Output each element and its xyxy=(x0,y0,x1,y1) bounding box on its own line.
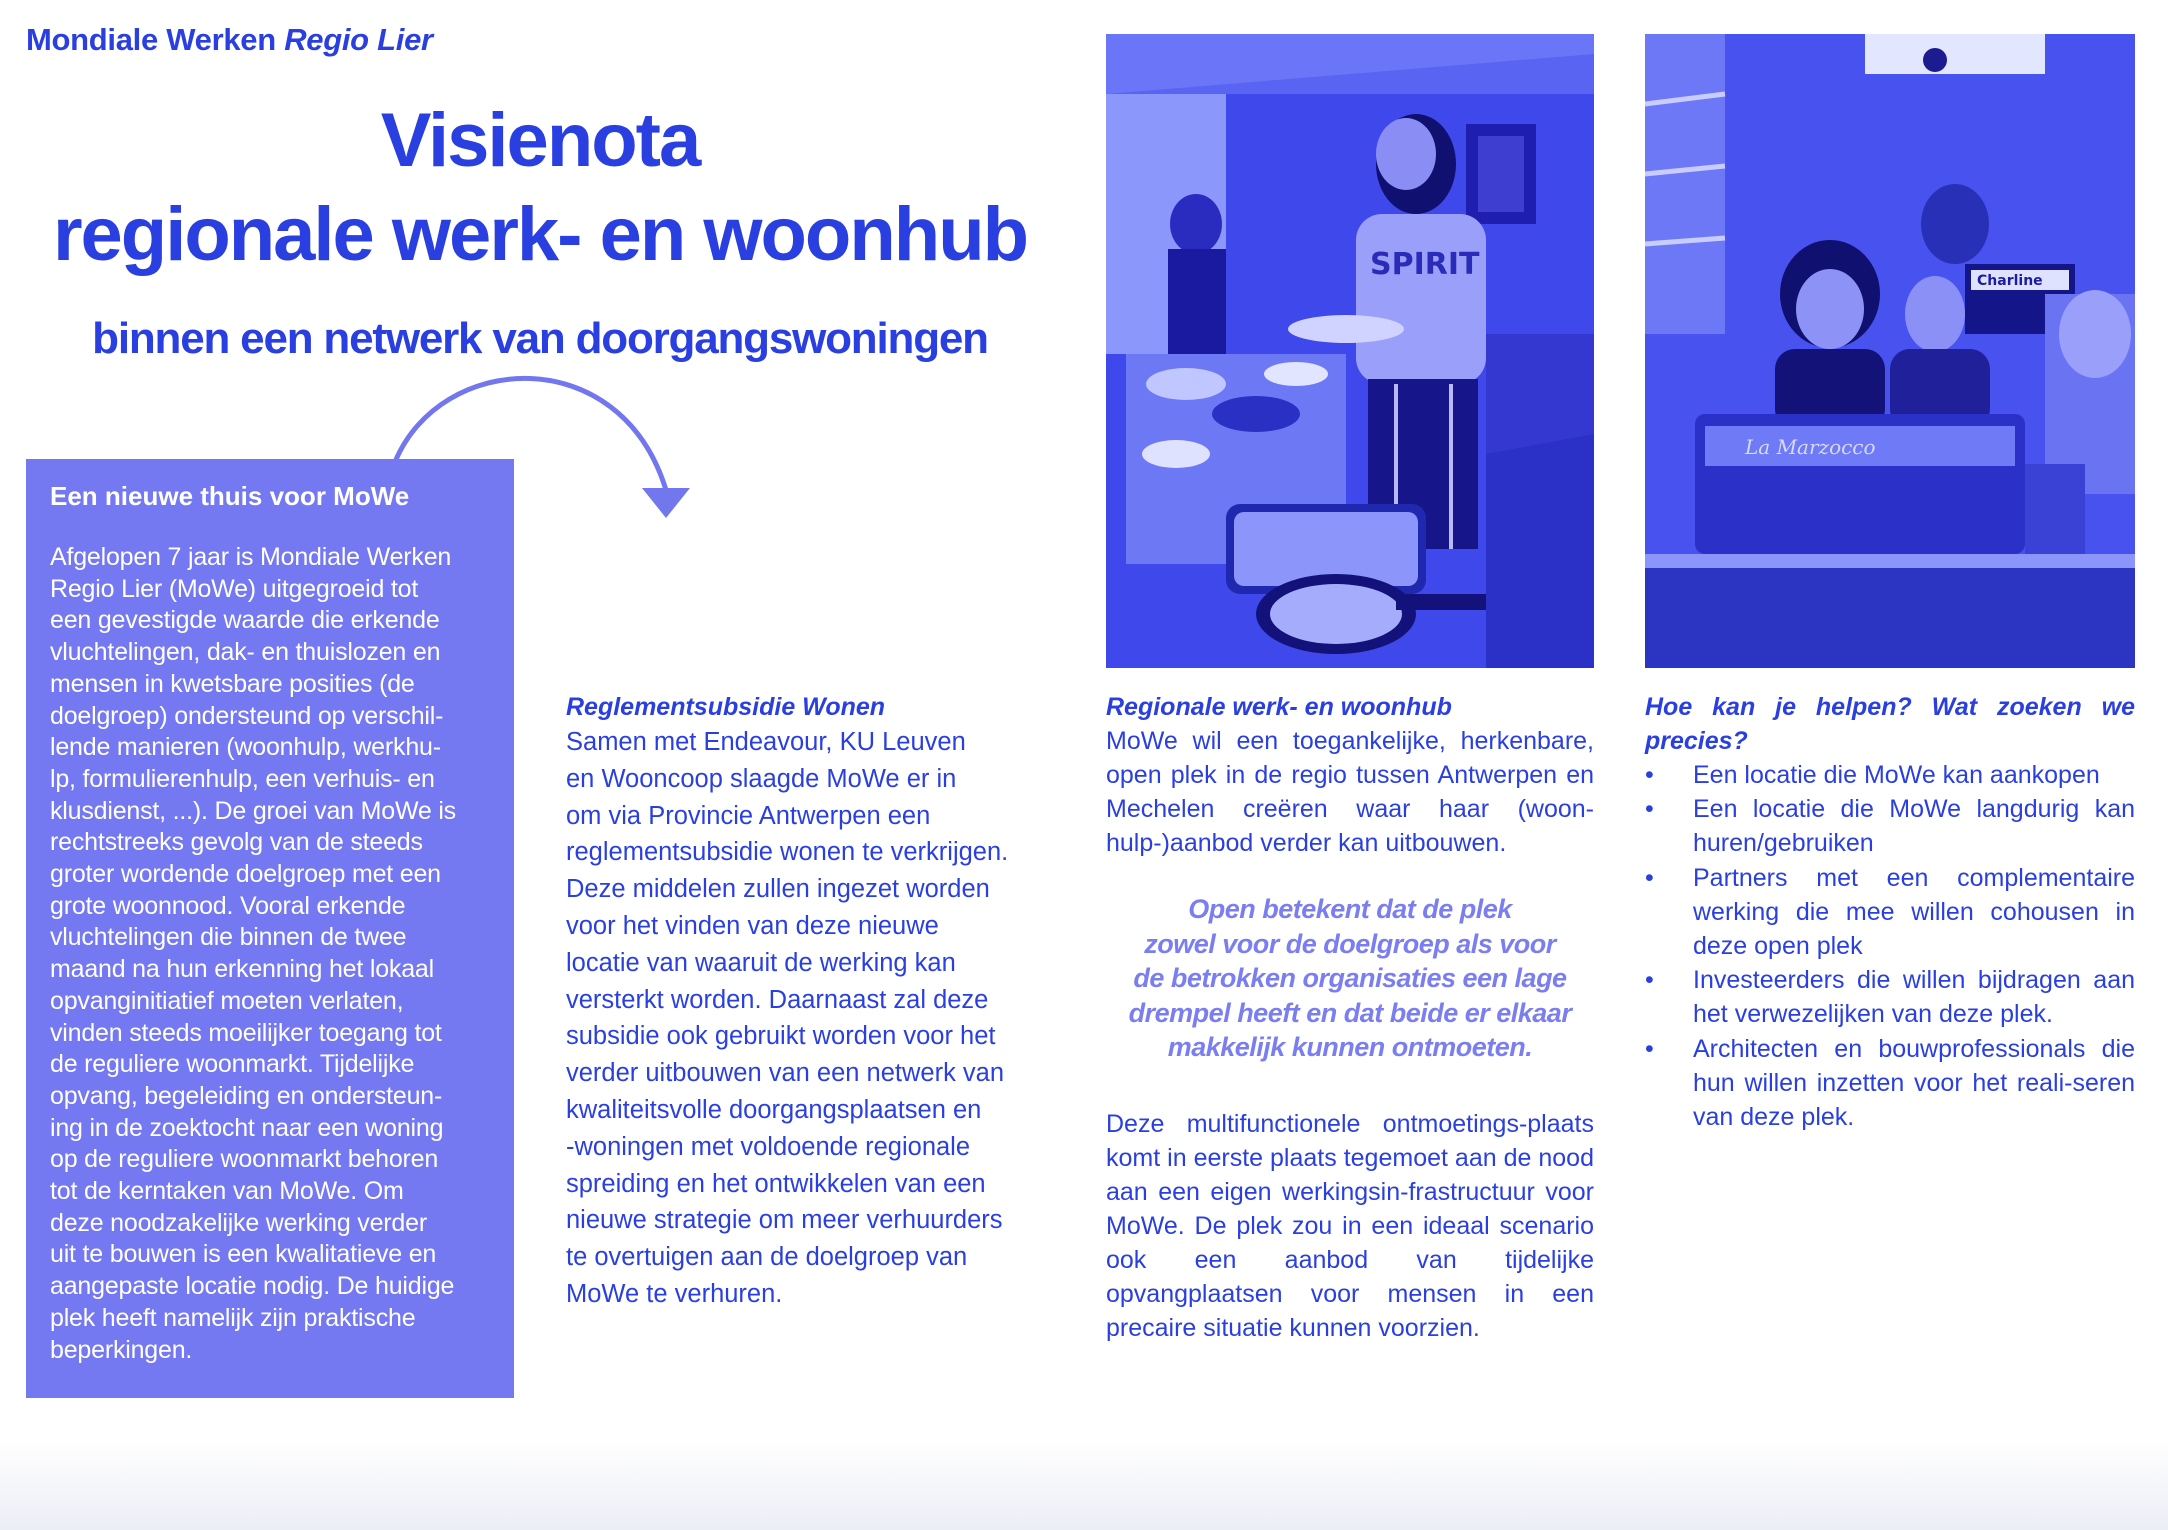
intro-box xyxy=(26,459,514,1398)
intro-text-line: uit te bouwen is een kwalitatieve en xyxy=(50,1240,437,1269)
intro-text-line: opvang, begeleiding en ondersteun- xyxy=(50,1081,443,1110)
subsidy-text-line: Deze middelen zullen ingezet worden xyxy=(566,875,990,904)
subsidy-text-line: subsidie ook gebruikt worden voor het xyxy=(566,1022,996,1051)
help-list-item: • Een locatie die MoWe kan aankopen xyxy=(1645,758,2135,792)
subsidy-text-line: om via Provincie Antwerpen een xyxy=(566,801,931,830)
help-heading: Hoe kan je helpen? Wat zoeken we precies? xyxy=(1645,693,2135,755)
intro-text-line: aangepaste locatie nodig. De huidige xyxy=(50,1272,455,1301)
subsidy-column xyxy=(566,690,1046,1313)
help-list-item: • Partners met een complementaire werking die mee willen cohousen in deze open plek xyxy=(1645,861,2135,964)
subsidy-text-line: locatie van waaruit de werking kan xyxy=(566,948,956,977)
page-subtitle: binnen een netwerk van doorgangswoningen xyxy=(92,314,988,363)
intro-text-line: groter wordende doelgroep met een xyxy=(50,860,441,889)
intro-text-line: ing in de zoektocht naar een woning xyxy=(50,1113,444,1142)
subsidy-text-line: Samen met Endeavour, KU Leuven xyxy=(566,728,966,756)
intro-text-line: Afgelopen 7 jaar is Mondiale Werken xyxy=(50,543,452,571)
intro-text-line: klusdienst, ...). De groei van MoWe is xyxy=(50,796,456,825)
intro-text-line: plek heeft namelijk zijn praktische xyxy=(50,1303,416,1332)
intro-text-line: vinden steeds moeilijker toegang tot xyxy=(50,1018,442,1047)
subsidy-text-line: MoWe te verhuren. xyxy=(566,1279,783,1308)
hub-heading: Regionale werk- en woonhub xyxy=(1106,693,1452,721)
intro-text-line: lende manieren (woonhulp, werkhu- xyxy=(50,733,441,762)
subsidy-text-line: nieuwe strategie om meer verhuurders xyxy=(566,1206,1003,1235)
intro-text-line: maand na hun erkenning het lokaal xyxy=(50,955,434,984)
subsidy-text-line: te overtuigen aan de doelgroep van xyxy=(566,1243,968,1272)
intro-text-line: doelgroep) ondersteund op verschil- xyxy=(50,701,444,730)
help-list-item: • Architecten en bouwprofessionals die hun willen inzetten voor het reali-seren van deze plek. xyxy=(1645,1032,2135,1135)
intro-text xyxy=(50,542,490,1366)
help-list-item: • Een locatie die MoWe langdurig kan huren/gebruiken xyxy=(1645,792,2135,860)
subsidy-text-line: -woningen met voldoende regionale xyxy=(566,1132,971,1161)
intro-text-line: een gevestigde waarde die erkende xyxy=(50,606,440,635)
quote-line: makkelijk kunnen ontmoeten. xyxy=(1167,1032,1533,1062)
quote-line: Open betekent dat de plek xyxy=(1188,894,1512,924)
subsidy-text xyxy=(566,724,1046,1313)
intro-text-line: vluchtelingen, dak- en thuislozen en xyxy=(50,638,441,667)
intro-heading: Een nieuwe thuis voor MoWe xyxy=(50,481,410,511)
subsidy-text-line: voor het vinden van deze nieuwe xyxy=(566,911,939,940)
intro-text-line: tot de kerntaken van MoWe. Om xyxy=(50,1177,404,1206)
intro-text-line: lp, formulierenhulp, een verhuis- en xyxy=(50,764,435,793)
intro-text-line: beperkingen. xyxy=(50,1335,193,1364)
page-title-line-1: Visienota xyxy=(380,98,700,183)
photo2-machine-text: La Marzocco xyxy=(1745,435,1876,459)
photo-cafe-bar xyxy=(1645,34,2135,668)
quote-line: drempel heeft en dat beide er elkaar xyxy=(1128,997,1572,1028)
hub-column xyxy=(1106,690,1594,1345)
help-list-item: • Investeerders die willen bijdragen aan het verwezelijken van deze plek. xyxy=(1645,963,2135,1031)
organization-name: Mondiale Werken Regio Lier xyxy=(26,22,433,57)
intro-text-line: vluchtelingen die binnen de twee xyxy=(50,923,407,952)
subsidy-text-line: en Wooncoop slaagde MoWe er in xyxy=(566,764,957,793)
photo-community-meal xyxy=(1106,34,1594,668)
intro-text-line: de reguliere woonmarkt. Tijdelijke xyxy=(50,1050,415,1079)
page-bottom-fade xyxy=(0,1440,2168,1530)
subsidy-text-line: reglementsubsidie wonen te verkrijgen. xyxy=(566,838,1009,867)
help-column xyxy=(1645,690,2135,1134)
subsidy-text-line: kwaliteitsvolle doorgangsplaatsen en xyxy=(566,1095,982,1124)
quote-line: de betrokken organisaties een lage xyxy=(1133,963,1567,993)
intro-text-line: op de reguliere woonmarkt behoren xyxy=(50,1145,439,1174)
photo1-shirt-text: SPIRIT xyxy=(1370,247,1480,282)
subsidy-text-line: verder uitbouwen van een netwerk van xyxy=(566,1059,1005,1088)
intro-text-line: rechtstreeks gevolg van de steeds xyxy=(50,828,423,857)
intro-text-line: opvanginitiatief moeten verlaten, xyxy=(50,986,404,1015)
quote-line: zowel voor de doelgroep als voor xyxy=(1144,928,1556,959)
subsidy-text-line: versterkt worden. Daarnaast zal deze xyxy=(566,985,989,1014)
subsidy-text-line: spreiding en het ontwikkelen van een xyxy=(566,1169,986,1198)
intro-text-line: Regio Lier (MoWe) uitgegroeid tot xyxy=(50,574,419,603)
intro-text-line: deze noodzakelijke werking verder xyxy=(50,1208,427,1237)
page-title-line-2: regionale werk- en woonhub xyxy=(52,192,1028,277)
photo2-sign-text: Charline xyxy=(1977,273,2043,289)
intro-text-line: grote woonnood. Vooral erkende xyxy=(50,891,406,920)
subsidy-heading: Reglementsubsidie Wonen xyxy=(566,693,886,721)
help-list xyxy=(1645,758,2135,1134)
hub-body-text: Deze multifunctionele ontmoetings-plaats komt in eerste plaats tegemoet aan de nood aan een eigen werkingsin-frastructuur voor MoWe. De plek zou in een ideaal scenario ook een aanbod van tijdelijke opvangplaatsen voor mensen in een precaire situatie kunnen voorzien. xyxy=(1106,1109,1594,1342)
hub-pull-quote xyxy=(1106,892,1594,1065)
hub-intro-text: MoWe wil een toegankelijke, herkenbare, open plek in de regio tussen Antwerpen en Mechelen creëren waar haar (woon-hulp-)aanbod verder kan uitbouwen. xyxy=(1106,727,1594,857)
intro-text-line: mensen in kwetsbare posities (de xyxy=(50,669,415,698)
